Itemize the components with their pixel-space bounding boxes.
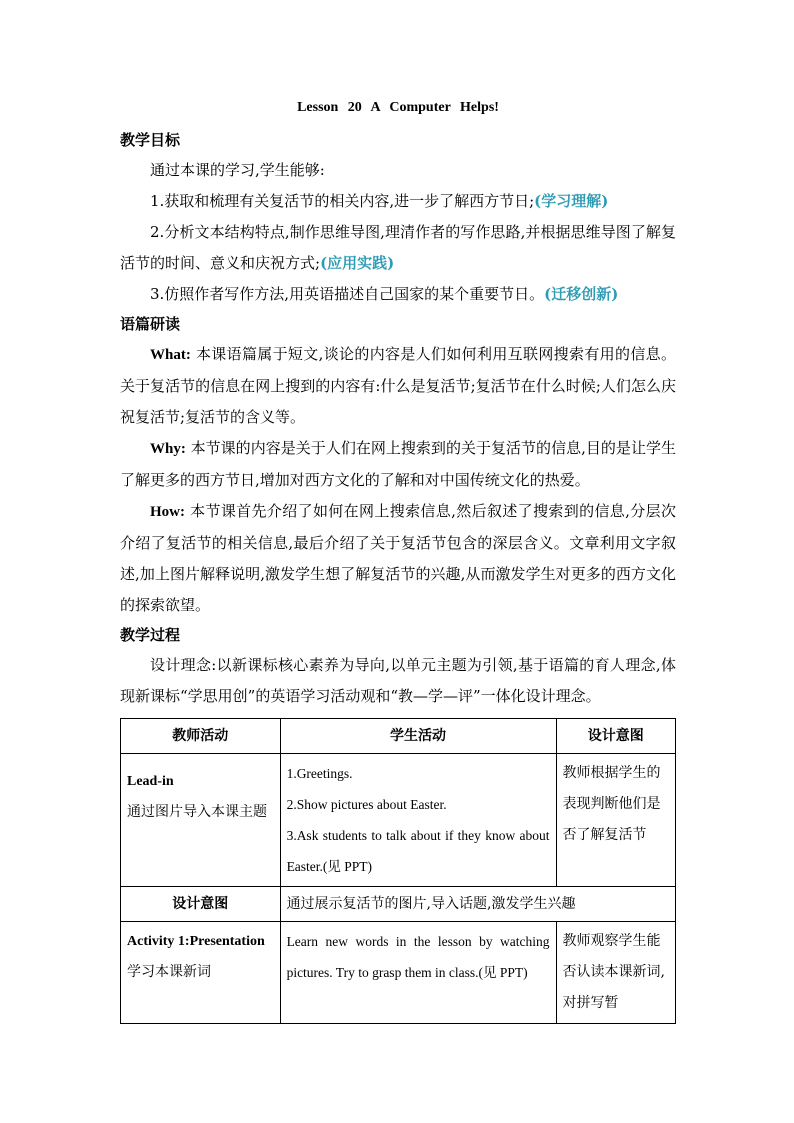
goal-1 bbox=[120, 186, 676, 217]
how-text: 本节课首先介绍了如何在网上搜索信息,然后叙述了搜索到的信息,分层次介绍了复活节的相关信息,最后介绍了关于复活节包含的深层含义。文章利用文字叙述,加上图片解释说明,激发学生想了解复活节的兴趣,从而激发学生对更多的西方文化的探索欲望。 bbox=[120, 502, 676, 614]
why-text: 本节课的内容是关于人们在网上搜索到的关于复活节的信息,目的是让学生了解更多的西方节日,增加对西方文化的了解和对中国传统文化的热爱。 bbox=[120, 439, 676, 489]
header-intent: 设计意图 bbox=[556, 719, 675, 754]
process-heading: 教学过程 bbox=[120, 626, 181, 644]
table-row bbox=[121, 922, 676, 1024]
analysis-heading: 语篇研读 bbox=[120, 315, 181, 333]
document-page bbox=[120, 100, 676, 1024]
row3-text: 学习本课新词 bbox=[127, 964, 211, 980]
row3-teacher-cell bbox=[121, 922, 281, 1024]
goal-2-text: 2.分析文本结构特点,制作思维导图,理清作者的写作思路,并根据思维导图了解复活节的时间、意义和庆祝方式; bbox=[120, 223, 676, 272]
goal-1-tag: (学习理解) bbox=[534, 192, 609, 210]
goal-2 bbox=[120, 217, 676, 279]
table-header-row bbox=[121, 719, 676, 754]
lesson-title: Lesson 20 A Computer Helps! bbox=[297, 100, 499, 115]
what-label: What: bbox=[150, 347, 191, 363]
row3-intent-cell: 教师观察学生能否认读本课新词,对拼写暂 bbox=[556, 922, 675, 1024]
goal-3-tag: (迁移创新) bbox=[544, 285, 619, 303]
header-student: 学生活动 bbox=[280, 719, 556, 754]
how-paragraph bbox=[120, 496, 676, 621]
what-paragraph bbox=[120, 339, 676, 433]
row1-intent-cell: 教师根据学生的表现判断他们是否了解复活节 bbox=[556, 754, 675, 887]
row1-teacher-cell bbox=[121, 754, 281, 887]
goals-heading: 教学目标 bbox=[120, 131, 181, 149]
row3-student-cell: Learn new words in the lesson by watching pictures. Try to grasp them in class.(见 PPT) bbox=[280, 922, 556, 1024]
row1-text: 通过图片导入本课主题 bbox=[127, 804, 267, 820]
table-row bbox=[121, 887, 676, 922]
table-row bbox=[121, 754, 676, 887]
row1-title: Lead-in bbox=[127, 774, 174, 789]
goal-3 bbox=[120, 279, 676, 310]
row1-line-1: 1.Greetings. bbox=[286, 766, 353, 781]
goals-intro: 通过本课的学习,学生能够: bbox=[150, 161, 325, 179]
header-teacher: 教师活动 bbox=[121, 719, 281, 754]
row2-text: 通过展示复活节的图片,导入话题,激发学生兴趣 bbox=[280, 887, 675, 922]
row1-line-3: 3.Ask students to talk about if they know about Easter.(见 PPT) bbox=[286, 828, 550, 874]
row2-label: 设计意图 bbox=[121, 887, 281, 922]
row1-line-2: 2.Show pictures about Easter. bbox=[286, 797, 447, 812]
how-label: How: bbox=[150, 504, 185, 520]
why-label: Why: bbox=[150, 441, 186, 457]
activity-table bbox=[120, 718, 676, 1024]
goal-2-tag: (应用实践) bbox=[320, 254, 395, 272]
row3-title: Activity 1:Presentation bbox=[127, 934, 265, 949]
goal-3-text: 3.仿照作者写作方法,用英语描述自己国家的某个重要节日。 bbox=[150, 285, 545, 303]
goal-1-text: 1.获取和梳理有关复活节的相关内容,进一步了解西方节日; bbox=[150, 192, 535, 210]
row1-student-cell bbox=[280, 754, 556, 887]
process-intro: 设计理念:以新课标核心素养为导向,以单元主题为引领,基于语篇的育人理念,体现新课标“学思用创”的英语学习活动观和“教—学—评”一体化设计理念。 bbox=[120, 656, 676, 705]
why-paragraph bbox=[120, 433, 676, 496]
what-text: 本课语篇属于短文,谈论的内容是人们如何利用互联网搜索有用的信息。关于复活节的信息在网上搜到的内容有:什么是复活节;复活节在什么时候;人们怎么庆祝复活节;复活节的含义等。 bbox=[120, 345, 676, 426]
